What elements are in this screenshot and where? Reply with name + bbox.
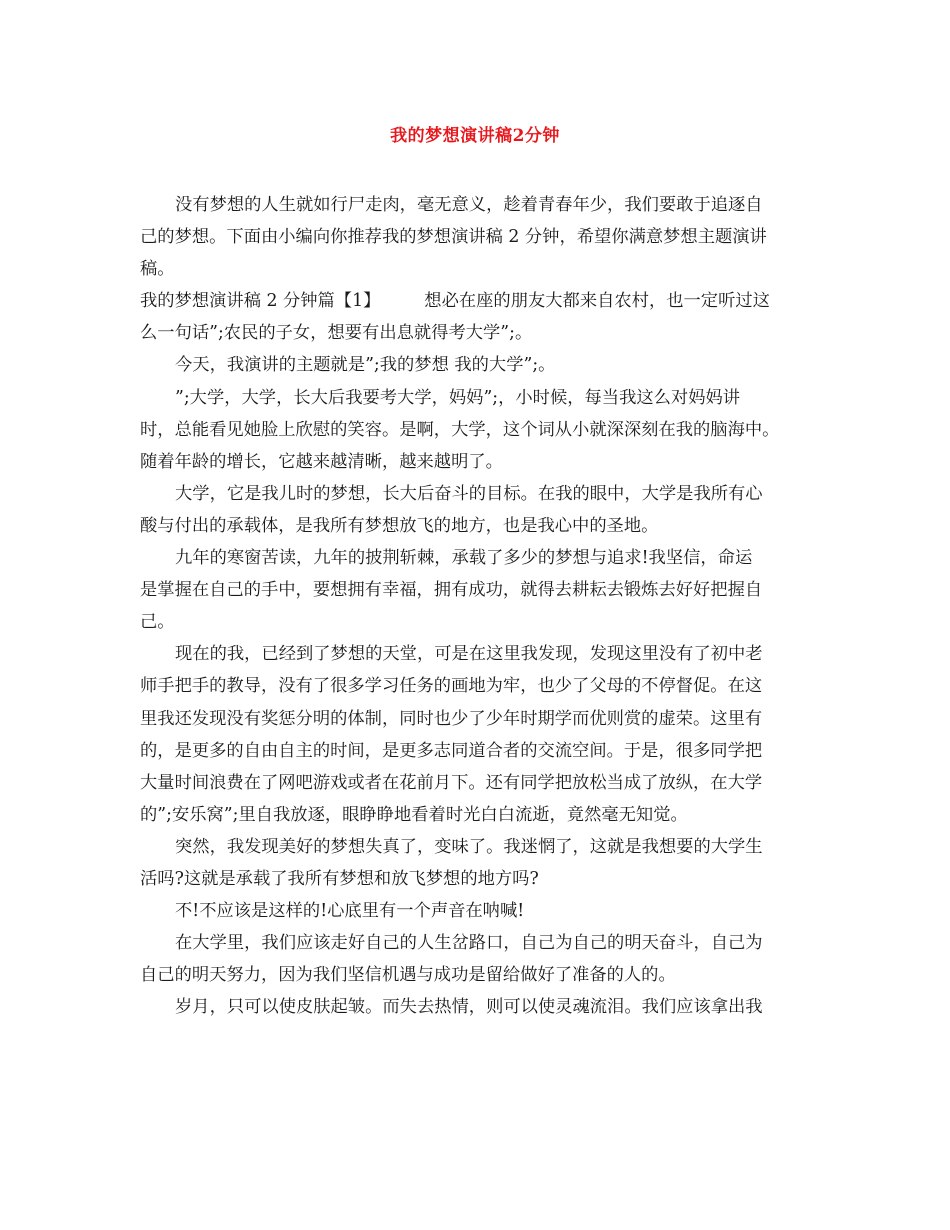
text-line: 突然，我发现美好的梦想失真了，变味了。我迷惘了，这就是我想要的大学生	[175, 836, 763, 857]
text-line: 在大学里，我们应该走好自己的人生岔路口，自己为自己的明天奋斗，自己为	[175, 933, 763, 954]
text-line: 现在的我，已经到了梦想的天堂，可是在这里我发现，发现这里没有了初中老	[175, 644, 763, 665]
text-line: 己。	[140, 612, 175, 633]
text-line: 活吗?这就是承载了我所有梦想和放飞梦想的地方吗?	[140, 868, 539, 889]
text-line: 大量时间浪费在了网吧游戏或者在花前月下。还有同学把放松当成了放纵，在大学	[140, 772, 763, 793]
text-line: 里我还发现没有奖惩分明的体制，同时也少了少年时期学而优则赏的虚荣。这里有	[140, 708, 763, 729]
text-line: ”;大学，大学，长大后我要考大学，妈妈”;，小时候，每当我这么对妈妈讲	[175, 387, 741, 408]
document-body	[140, 189, 820, 1023]
text-line: 的，是更多的自由自主的时间，是更多志同道合者的交流空间。于是，很多同学把	[140, 740, 763, 761]
text-line: 是掌握在自己的手中，要想拥有幸福，拥有成功，就得去耕耘去锻炼去好好把握自	[140, 580, 763, 601]
text-line: 时，总能看见她脸上欣慰的笑容。是啊，大学，这个词从小就深深刻在我的脑海中。	[140, 419, 780, 440]
text-line: 己的梦想。下面由小编向你推荐我的梦想演讲稿 2 分钟，希望你满意梦想主题演讲	[140, 227, 767, 248]
text-line: 的”;安乐窝”;里自我放逐，眼睁睁地看着时光白白流逝，竟然毫无知觉。	[140, 804, 688, 825]
text-line: 今天，我演讲的主题就是”;我的梦想 我的大学”;。	[175, 355, 556, 376]
text-line: 么一句话”;农民的子女，想要有出息就得考大学”;。	[140, 323, 533, 344]
text-line: 酸与付出的承载体，是我所有梦想放飞的地方，也是我心中的圣地。	[140, 515, 659, 536]
text-line: 稿。	[140, 259, 175, 280]
text-line: 随着年龄的增长，它越来越清晰，越来越明了。	[140, 451, 503, 472]
section-heading-line: 我的梦想演讲稿 2 分钟篇【1】 想必在座的朋友大都来自农村，也一定听过这	[140, 291, 770, 312]
text-line: 不!不应该是这样的!心底里有一个声音在呐喊!	[175, 901, 525, 922]
page-title: 我的梦想演讲稿2分钟	[390, 126, 560, 146]
text-line: 岁月，只可以使皮肤起皱。而失去热情，则可以使灵魂流泪。我们应该拿出我	[175, 997, 763, 1018]
text-line: 师手把手的教导，没有了很多学习任务的画地为牢，也少了父母的不停督促。在这	[140, 676, 763, 697]
text-line: 大学，它是我儿时的梦想，长大后奋斗的目标。在我的眼中，大学是我所有心	[175, 483, 763, 504]
text-line: 自己的明天努力，因为我们坚信机遇与成功是留给做好了准备的人的。	[140, 965, 676, 986]
text-line: 没有梦想的人生就如行尸走肉，毫无意义，趁着青春年少，我们要敢于追逐自	[175, 195, 763, 215]
text-line: 九年的寒窗苦读，九年的披荆斩棘，承载了多少的梦想与追求!我坚信，命运	[175, 548, 753, 569]
